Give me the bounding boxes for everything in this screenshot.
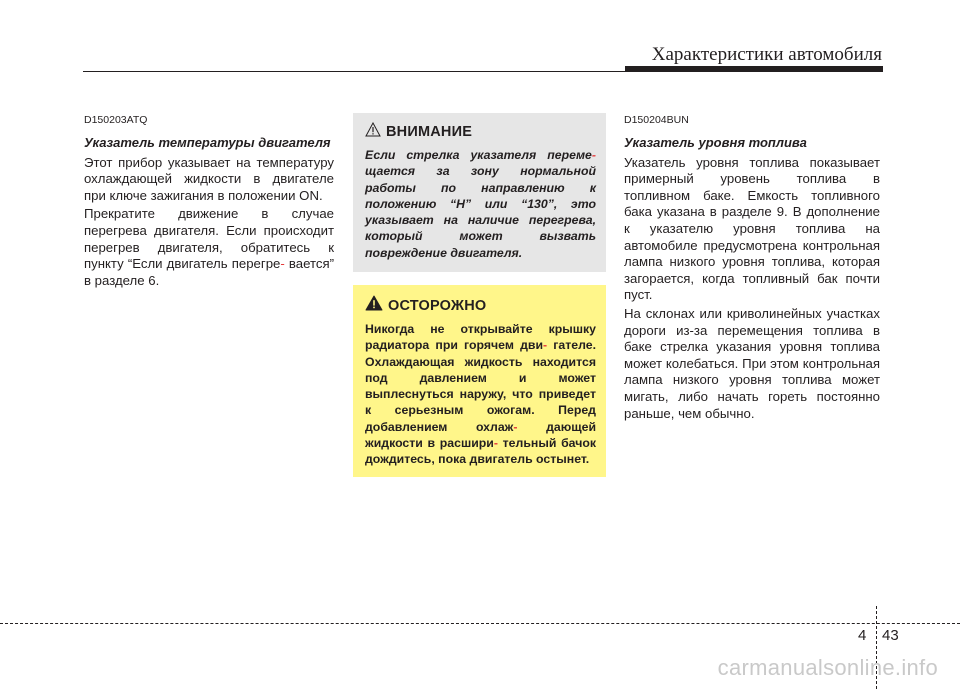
hyphen-mark: - bbox=[543, 338, 548, 353]
section-heading: Указатель уровня топлива bbox=[624, 134, 807, 150]
caution-label: ОСТОРОЖНО bbox=[388, 297, 487, 314]
paragraph: На склонах или криволинейных участках дороги из-за перемещения топлива в баке стрелка указания уровня топлива может колебаться. При этом контрольная лампа низкого уровня топлива может мигать, либо начать гореть постоянно раньше, чем обычно. bbox=[624, 305, 880, 421]
warning-triangle-icon bbox=[365, 122, 381, 142]
fuel-section bbox=[624, 112, 880, 424]
caution-text-part: тельный бачок дождитесь, пока двигатель остынет. bbox=[365, 436, 596, 467]
chapter-number: 4 bbox=[858, 627, 867, 644]
paragraph: Указатель уровня топлива показывает примерный уровень топлива в топливном баке. Емкость топливного бака указана в разделе 9. В дополнение к указателю уровня топлива на автомобиле предусмотрена контрольная лампа низкого уровня топлива, которая загорается, когда топливный бак почти пуст. bbox=[624, 154, 880, 303]
header-title: Характеристики автомобиля bbox=[651, 44, 882, 65]
caution-text-part: Никогда не открывайте крышку радиатора при горячем дви bbox=[365, 322, 596, 353]
paragraph: Этот прибор указывает на температуру охлаждающей жидкости в двигателе при ключе зажигания в положении ON. bbox=[84, 154, 334, 203]
caution-text-part: гателе. Охлаждающая жидкость находится под давлением и может выплеснуться наружу, что приведет к серьезным ожогам. Перед добавлением охлаж bbox=[365, 338, 596, 434]
hyphen-mark: - bbox=[591, 148, 596, 162]
watermark: carmanualsonline.info bbox=[717, 655, 938, 680]
caution-text bbox=[365, 321, 596, 468]
caution-header bbox=[365, 295, 606, 316]
warning-header bbox=[365, 122, 606, 142]
paragraph-text: вается” в разделе 6. bbox=[84, 256, 334, 288]
paragraph bbox=[84, 206, 334, 289]
hyphen-mark: - bbox=[493, 436, 498, 451]
warning-text-part: щается за зону нормальной работы по направлению к положению “H” или “130”, это указывает на наличие перегрева, который может вызвать повреждение двигателя. bbox=[365, 164, 596, 260]
caution-box bbox=[353, 285, 606, 477]
caution-text-part: дающей жидкости в расшири bbox=[365, 419, 596, 451]
warning-label: ВНИМАНИЕ bbox=[386, 124, 473, 140]
hyphen-mark: - bbox=[513, 419, 518, 434]
warning-box bbox=[353, 113, 606, 272]
hyphen-mark: - bbox=[280, 256, 285, 272]
warning-triangle-icon bbox=[365, 295, 383, 316]
paragraph-text: Прекратите движение в случае перегрева двигателя. Если происходит перегрев двигателя, обратитесь к пункту “Если двигатель перегре bbox=[84, 206, 334, 272]
temperature-section bbox=[84, 112, 334, 291]
footer-rule bbox=[0, 623, 960, 624]
page-number: 43 bbox=[882, 627, 899, 644]
warning-text-part: Если стрелка указателя переме bbox=[365, 148, 592, 162]
warning-text bbox=[365, 147, 596, 261]
section-code: D150203ATQ bbox=[84, 114, 148, 126]
header-rule bbox=[83, 71, 883, 72]
section-heading: Указатель температуры двигателя bbox=[84, 134, 331, 150]
section-code: D150204BUN bbox=[624, 114, 689, 126]
